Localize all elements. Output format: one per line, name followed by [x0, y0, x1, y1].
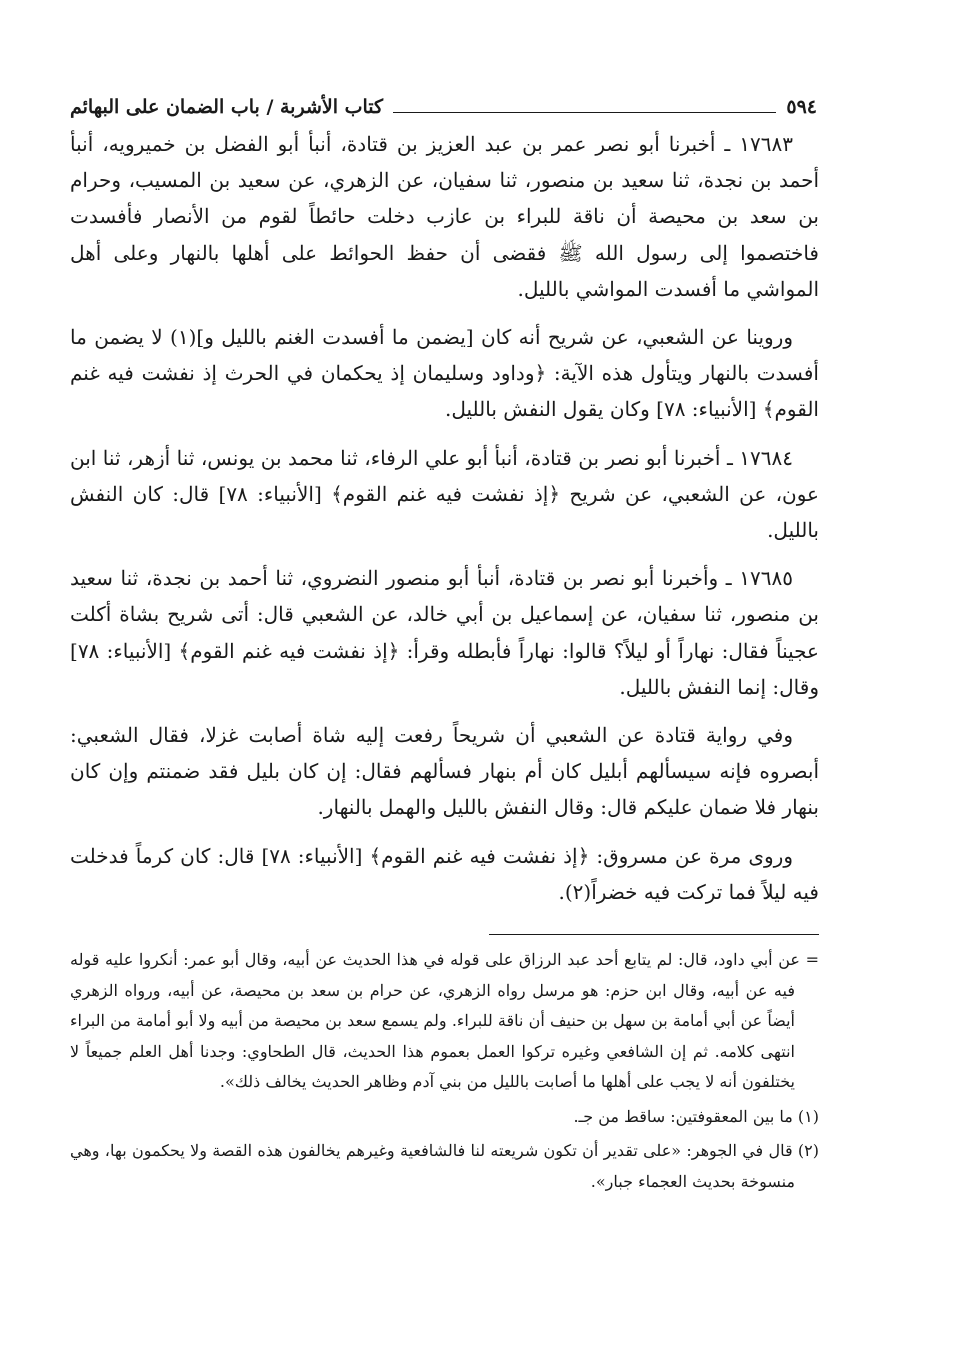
- main-text: [70, 126, 819, 910]
- hadith-17684: ١٧٦٨٤ ـ أخبرنا أبو نصر بن قتادة، أنبأ أبو علي الرفاء، ثنا محمد بن يونس، ثنا أزهر، ثنا ابن عون، عن الشعبي، عن شريح ﴿إذ نفشت فيه غنم القوم﴾ [الأنبياء: ٧٨] قال: كان النفش بالليل.: [70, 445, 819, 543]
- narration-qatada: وفي رواية قتادة عن الشعبي أن شريحاً رفعت إليه شاة أصابت غزلا، فقال الشعبي: أبصروه فإنه سيسألهم أبليل كان أم بنهار فسألهم فقال: إن كان بليل فقد ضمنتم وإن كان بنهار فلا ضمان عليكم قال: وقال النفش بالليل والهمل بالنهار.: [70, 723, 819, 820]
- footnotes: [70, 945, 819, 1197]
- footnote-separator: [489, 934, 819, 935]
- footnote-1: (١) ما بين المعقوفتين: ساقط من جـ.: [573, 1106, 819, 1126]
- hadith-17685: ١٧٦٨٥ ـ وأخبرنا أبو نصر بن قتادة، أنبأ أبو منصور النضروي، ثنا أحمد بن نجدة، ثنا سعيد بن منصور، ثنا سفيان، عن إسماعيل بن أبي خالد، عن الشعبي قال: أتى شريح بشاة أكلت عجيناً فقال: نهاراً أو ليلاً؟ قالوا: نهاراً فأبطله وقرأ: ﴿إذ نفشت فيه غنم القوم﴾ [الأنبياء: ٧٨] وقال: إنما النفش بالليل.: [70, 566, 819, 699]
- narration-shuraih: وروينا عن الشعبي، عن شريح أنه كان [يضمن ما أفسدت الغنم بالليل و](١) لا يضمن ما أفسدت بالنهار ويتأول هذه الآية: ﴿وداود وسليمان إذ يحكمان في الحرث إذ نفشت فيه غنم القوم﴾ [الأنبياء: ٧٨] وكان يقول النفش بالليل.: [70, 325, 819, 422]
- narration-masruq: وروى مرة عن مسروق: ﴿إذ نفشت فيه غنم القوم﴾ [الأنبياء: ٧٨] قال: كان كرماً فدخلت فيه ليلاً فما تركت فيه خضراً(٢).: [70, 843, 819, 904]
- page-number: ٥٩٤: [786, 96, 817, 118]
- header-rule: [393, 112, 776, 113]
- running-title: كتاب الأشربة / باب الضمان على البهائم: [70, 96, 384, 118]
- footnote-2: (٢) قال في الجوهر: «على تقدير أن تكون شريعته لنا فالشافعية وغيرهم يخالفون هذه القصة ولا يحكمون بها، وهي منسوخة بحديث العجماء جبار».: [70, 1141, 819, 1191]
- footnote-continuation: = عن أبي داود، قال: لم يتابع أحد عبد الرزاق على قوله في هذا الحديث عن أبيه، وقال أبو عمر: أنكروا عليه قوله فيه عن أبيه، وقال ابن حزم: هو مرسل رواه الزهري، عن حرام بن سعد بن محيصة، عن أبيه، ورواه الزهري أيضاً عن أبي أمامة بن سهل بن حنيف أن ناقة للبراء. ولم يسمع سعد بن محيصة من أبيه ولا أبو أمامة من البراء انتهى كلامه. ثم إن الشافعي وغيره تركوا العمل بعموم هذا الحديث، قال الطحاوي: وجدنا أهل العلم جميعاً لا يختلفون أنه لا يجب على أهلها ما أصابت بالليل من بني آدم وظاهر الحديث يخالف ذلك».: [70, 950, 819, 1092]
- hadith-17683: ١٧٦٨٣ ـ أخبرنا أبو نصر عمر بن عبد العزيز بن قتادة، أنبأ أبو الفضل بن خميرويه، أنبأ أحمد بن نجدة، ثنا سعيد بن منصور، ثنا سفيان، عن الزهري، عن سعيد بن المسيب، وحرام بن سعد بن محيصة أن ناقة للبراء بن عازب دخلت حائطاً لقوم من الأنصار فأفسدت فاختصموا إلى رسول الله ﷺ فقضى أن حفظ الحوائط على أهلها بالنهار وعلى أهل المواشي ما أفسدت المواشي بالليل.: [70, 132, 819, 301]
- page-header: [70, 84, 819, 120]
